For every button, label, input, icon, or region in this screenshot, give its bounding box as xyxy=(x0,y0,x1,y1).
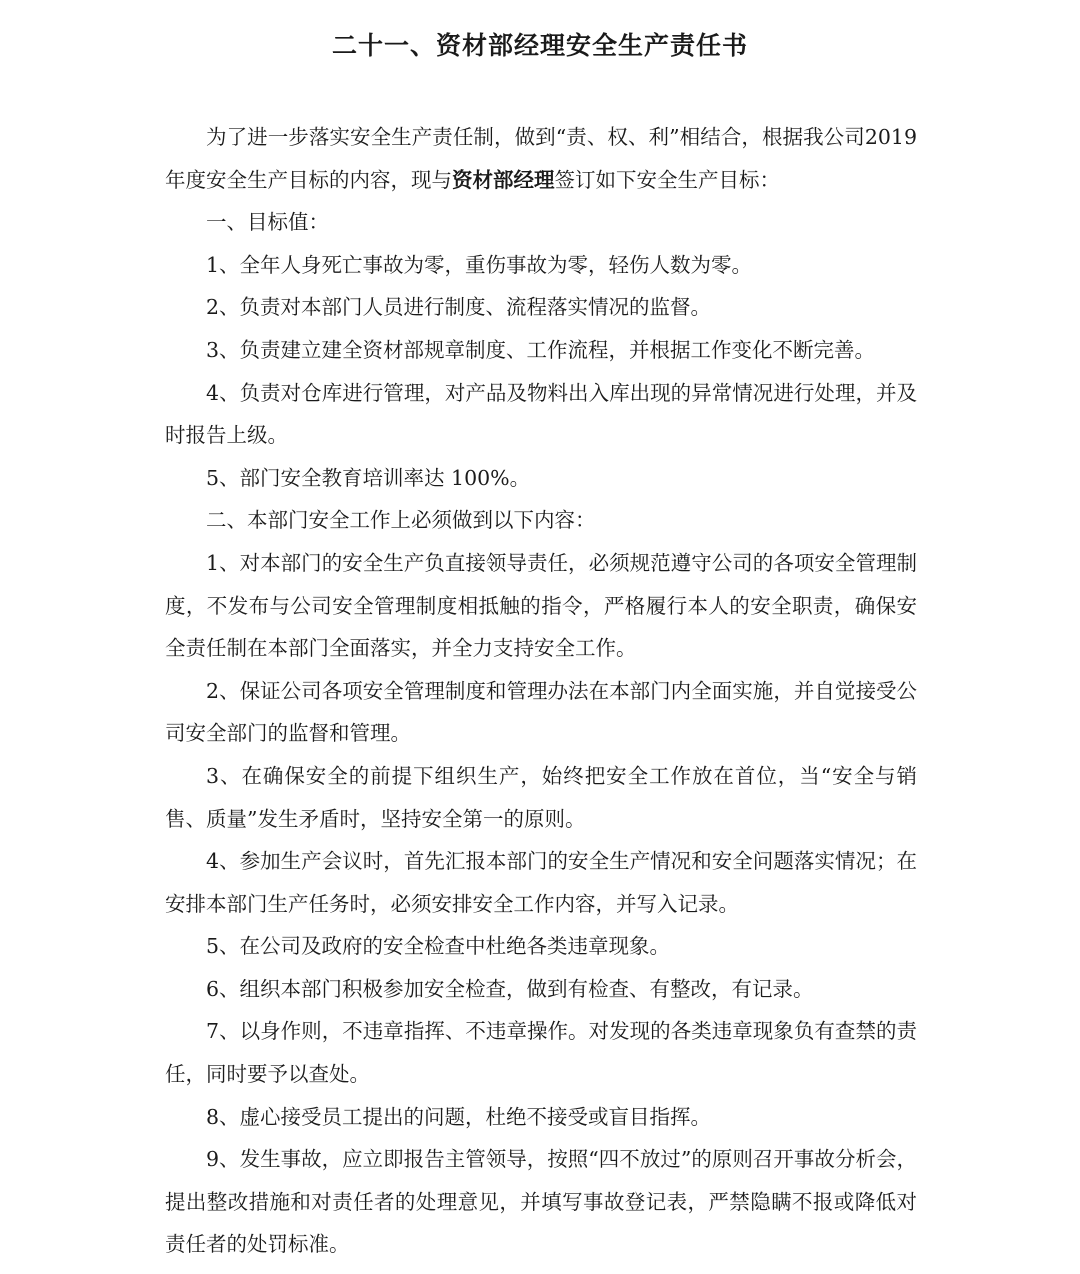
section-heading-requirements: 二、本部门安全工作上必须做到以下内容： xyxy=(206,508,596,533)
target-item: 4、负责对仓库进行管理，对产品及物料出入库出现的异常情况进行处理，并及时报告上级。 xyxy=(165,380,917,448)
intro-party-name: 资材部经理 xyxy=(452,167,555,192)
target-item: 3、负责建立建全资材部规章制度、工作流程，并根据工作变化不断完善。 xyxy=(206,337,876,362)
requirement-item: 3、在确保安全的前提下组织生产，始终把安全工作放在首位，当“安全与销售、质量”发生矛盾时，坚持安全第一的原则。 xyxy=(165,763,917,831)
requirement-item: 9、发生事故，应立即报告主管领导，按照“四不放过”的原则召开事故分析会，提出整改措施和对责任者的处理意见，并填写事故登记表，严禁隐瞒不报或降低对责任者的处罚标准。 xyxy=(165,1147,917,1257)
intro-text-end: 签订如下安全生产目标： xyxy=(554,167,780,192)
target-item: 2、负责对本部门人员进行制度、流程落实情况的监督。 xyxy=(206,295,712,320)
intro-text-start: 为了进一步落实安全生产责任制，做到“责、权、利”相结合，根据我公司2019年度安全生产目标的内容，现与 xyxy=(165,125,917,192)
requirement-item: 4、参加生产会议时，首先汇报本部门的安全生产情况和安全问题落实情况；在安排本部门生产任务时，必须安排安全工作内容，并写入记录。 xyxy=(165,849,917,916)
requirement-item: 5、在公司及政府的安全检查中杜绝各类违章现象。 xyxy=(206,934,671,959)
document-title: 二十一、资材部经理安全生产责任书 xyxy=(331,31,748,60)
section-heading-targets: 一、目标值： xyxy=(206,210,329,235)
requirement-item: 1、对本部门的安全生产负直接领导责任，必须规范遵守公司的各项安全管理制度，不发布与公司安全管理制度相抵触的指令，严格履行本人的安全职责，确保安全责任制在本部门全面落实，并全力支持安全工作。 xyxy=(165,550,917,661)
document-body xyxy=(165,116,917,1266)
intro-paragraph xyxy=(165,116,917,201)
requirement-item: 7、以身作则，不违章指挥、不违章操作。对发现的各类违章现象负有查禁的责任，同时要予以查处。 xyxy=(165,1019,917,1087)
target-item: 1、全年人身死亡事故为零，重伤事故为零，轻伤人数为零。 xyxy=(206,252,753,277)
target-item: 5、部门安全教育培训率达 100%。 xyxy=(206,465,531,490)
requirement-item: 8、虚心接受员工提出的问题，杜绝不接受或盲目指挥。 xyxy=(206,1104,712,1129)
requirement-item: 2、保证公司各项安全管理制度和管理办法在本部门内全面实施，并自觉接受公司安全部门的监督和管理。 xyxy=(165,678,917,746)
requirement-item: 6、组织本部门积极参加安全检查，做到有检查、有整改，有记录。 xyxy=(206,976,814,1001)
